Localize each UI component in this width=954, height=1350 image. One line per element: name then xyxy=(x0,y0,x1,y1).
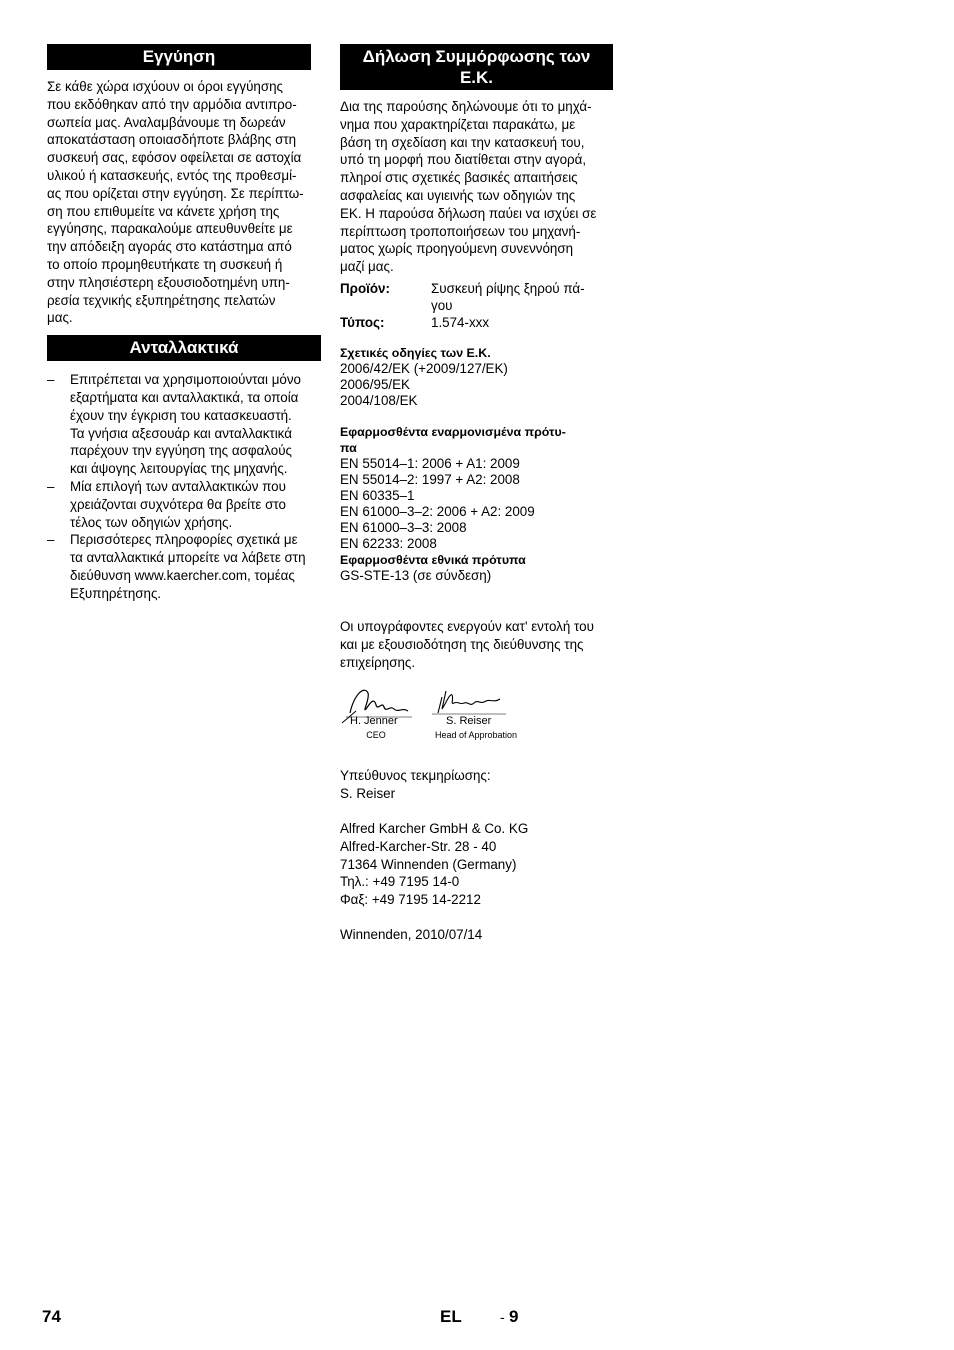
type-label: Τύπος: xyxy=(340,314,385,330)
standard-item: EN 60335–1 xyxy=(340,487,415,503)
left-column xyxy=(47,44,321,603)
harmonised-standards-section xyxy=(340,424,613,584)
company-address: Alfred Karcher GmbH & Co. KG Alfred-Karcher-Str. 28 - 40 71364 Winnenden (Germany) Τηλ.: +49 7195 14-0 Φαξ: +49 7195 14-2212 xyxy=(340,820,529,908)
warranty-heading: Εγγύηση xyxy=(47,44,311,70)
directives-heading: Σχετικές οδηγίες των Ε.Κ. xyxy=(340,345,491,360)
declaration-heading: Δήλωση Συμμόρφωσης των Ε.Κ. xyxy=(340,44,613,90)
signature-block xyxy=(340,683,613,753)
standard-item: EN 55014–1: 2006 + A1: 2009 xyxy=(340,455,520,471)
directive-item: 2006/42/ΕΚ (+2009/127/ΕΚ) xyxy=(340,360,508,376)
language-code: EL xyxy=(440,1307,462,1326)
spare-parts-list xyxy=(47,371,321,602)
spare-parts-heading: Ανταλλακτικά xyxy=(47,335,321,361)
list-item: – Επιτρέπεται να χρησιμοποιούνται μόνο εξαρτήματα και ανταλλακτικά, τα οποία έχουν την έγκριση του κατασκευαστή. Τα γνήσια αξεσουάρ και ανταλλακτικά παρέχουν την εγγύηση της ασφαλούς και άψογης λειτουργίας της μηχανής. xyxy=(47,371,321,478)
list-item: – Περισσότερες πληροφορίες σχετικά με τα ανταλλακτικά μπορείτε να λάβετε στη διεύθυνση www.kaercher.com, τομέας Εξυπηρέτησης. xyxy=(47,531,321,602)
right-column xyxy=(340,44,613,944)
page-number: 74 xyxy=(42,1307,61,1326)
standard-item: EN 62233: 2008 xyxy=(340,535,437,551)
signer-name: H. Jenner xyxy=(350,715,398,728)
signature-reiser xyxy=(430,683,540,741)
table-row xyxy=(340,314,606,331)
directive-item: 2006/95/ΕΚ xyxy=(340,376,410,392)
documentation-contact: Υπεύθυνος τεκμηρίωσης: S. Reiser xyxy=(340,768,491,802)
signer-role: CEO xyxy=(366,730,386,741)
product-value: Συσκευή ρίψης ξηρού πά- γου xyxy=(431,280,585,313)
national-standards-heading: Εφαρμοσθέντα εθνικά πρότυπα xyxy=(340,552,526,567)
type-value: 1.574-xxx xyxy=(431,314,490,330)
footer-separator: - xyxy=(500,1309,505,1325)
directives-section xyxy=(340,345,613,409)
signer-name: S. Reiser xyxy=(446,715,492,728)
standard-item: EN 55014–2: 1997 + A2: 2008 xyxy=(340,471,520,487)
directive-item: 2004/108/ΕΚ xyxy=(340,392,418,408)
national-standard-item: GS-STE-13 (σε σύνδεση) xyxy=(340,567,492,583)
warranty-text: Σε κάθε χώρα ισχύουν οι όροι εγγύησης που εκδόθηκαν από την αρμόδια αντιπρο- σωπεία μας. Αναλαμβάνουμε τη δωρεάν αποκατάσταση οποιασδήποτε βλάβης στη συσκευή σας, εφόσον οφείλεται σε αστοχία υλικού ή κατασκευής, εντός της προθεσμί- ας που ορίζεται στην εγγύηση. Σε περίπτω- ση που επιθυμείτε να κάνετε χρήση της εγγύησης, παρακαλούμε απευθυνθείτε με την απόδειξη αγοράς στο κατάστημα από το οποίο προμηθευτήκατε τη συσκευή ή στην πλησιέστερη εξουσιοδοτημένη υπη- ρεσία τεχνικής εξυπηρέτησης πελατών μας. xyxy=(47,79,304,326)
standard-item: EN 61000–3–2: 2006 + A2: 2009 xyxy=(340,503,535,519)
signer-role: Head of Approbation xyxy=(434,730,518,741)
table-row xyxy=(340,280,606,314)
declaration-text: Δια της παρούσης δηλώνουμε ότι το μηχά- νημα που χαρακτηρίζεται παρακάτω, με βάση τη σχεδίαση και την κατασκευή του, υπό τη μορφή που διατίθεται στην αγορά, πληροί στις σχετικές βασικές απαιτήσεις ασφαλείας και υγιεινής των οδηγιών της ΕΚ. Η παρούσα δήλωση παύει να ισχύει σε περίπτωση τροποποιήσεων του μηχανή- ματος χωρίς προηγούμενη συνεννόηση μαζί μας. xyxy=(340,99,597,275)
signature-jenner xyxy=(340,683,420,741)
product-label: Προϊόν: xyxy=(340,280,390,296)
standard-item: EN 61000–3–3: 2008 xyxy=(340,519,467,535)
harmonised-heading: Εφαρμοσθέντα εναρμονισμένα πρότυ- πα xyxy=(340,424,566,455)
section-page-number: 9 xyxy=(509,1307,519,1326)
signers-statement: Οι υπογράφοντες ενεργούν κατ' εντολή του και με εξουσιοδότηση της διεύθυνσης της επιχείρησης. xyxy=(340,618,594,670)
place-date: Winnenden, 2010/07/14 xyxy=(340,926,483,942)
product-spec-table xyxy=(340,280,606,331)
list-item: – Μία επιλογή των ανταλλακτικών που χρειάζονται συχνότερα θα βρείτε στο τέλος των οδηγιών χρήσης. xyxy=(47,478,321,531)
